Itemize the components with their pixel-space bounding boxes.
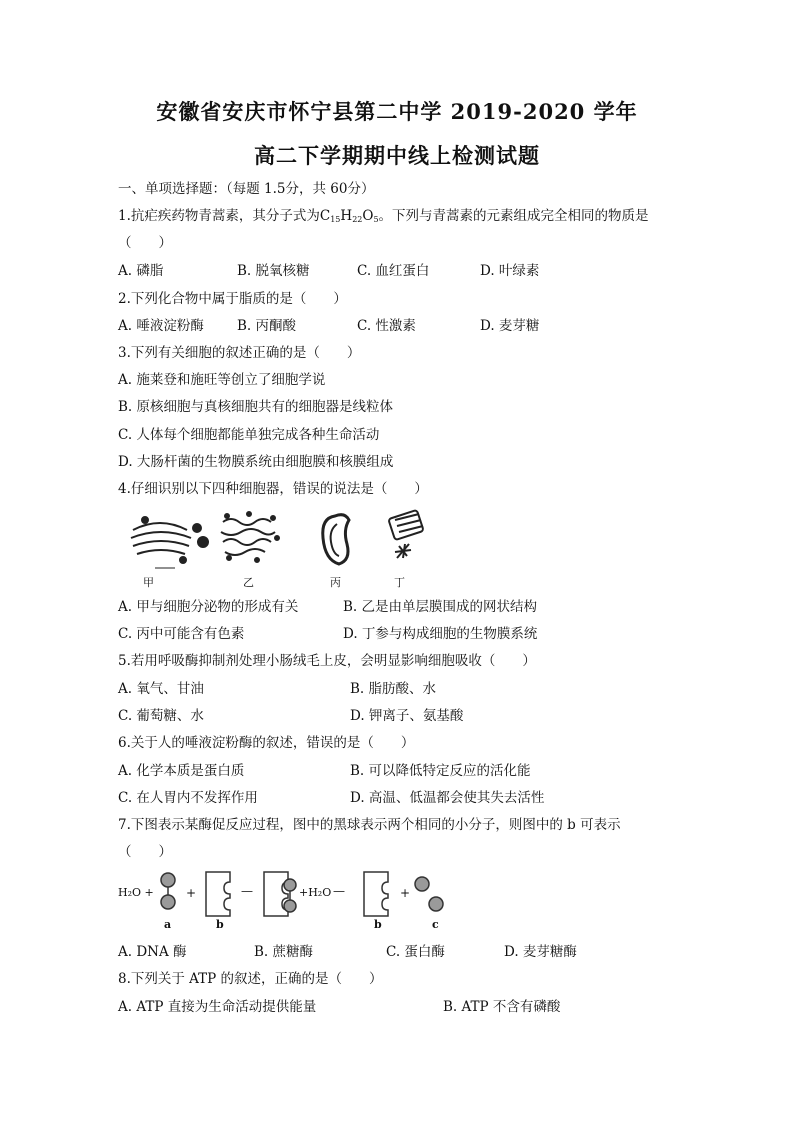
product-c-icon	[415, 877, 443, 911]
section-heading: 一、单项选择题：（每题 1.5分，共 60分）	[118, 181, 375, 197]
question-1-stem-cont: （ ）	[118, 235, 172, 251]
question-6-stem: 6.关于人的唾液淀粉酶的叙述，错误的是（ ）	[118, 735, 415, 751]
q5-option-d: D. 钾离子、氨基酸	[350, 708, 464, 724]
fig7-arrow-1: —	[241, 884, 253, 898]
q3-option-b: B. 原核细胞与真核细胞共有的细胞器是线粒体	[118, 399, 394, 415]
substrate-a-icon	[161, 873, 175, 909]
q1-option-b: B. 脱氧核糖	[237, 263, 310, 279]
q5-option-c: C. 葡萄糖、水	[118, 708, 204, 724]
label-ding: 丁	[394, 576, 405, 589]
q7-option-d: D. 麦芽糖酶	[504, 944, 577, 960]
q8-option-b: B. ATP 不含有磷酸	[443, 999, 561, 1015]
question-1-stem: 1.抗疟疾药物青蒿素，其分子式为$C_{15}H_{22}O_5$。下列与青蒿素的元素组成完全相同的物质是	[118, 208, 649, 224]
fig7-arrow-2: —	[333, 884, 345, 898]
fig7-label-c: c	[432, 918, 439, 931]
q3-option-c: C. 人体每个细胞都能单独完成各种生命活动	[118, 427, 380, 443]
q6-option-a: A. 化学本质是蛋白质	[118, 763, 245, 779]
enzyme-b-icon	[206, 872, 230, 916]
q4-option-b: B. 乙是由单层膜围成的网状结构	[343, 599, 538, 615]
q8-option-a: A. ATP 直接为生命活动提供能量	[118, 999, 317, 1015]
q6-option-b: B. 可以降低特定反应的活化能	[350, 763, 531, 779]
q4-option-a: A. 甲与细胞分泌物的形成有关	[118, 599, 299, 615]
q2-option-c: C. 性激素	[357, 318, 416, 334]
q1-option-c: C. 血红蛋白	[357, 263, 430, 279]
question-2-stem: 2.下列化合物中属于脂质的是（ ）	[118, 291, 347, 307]
label-yi: 乙	[243, 576, 254, 589]
endoplasmic-reticulum-icon	[221, 512, 279, 562]
enzyme-b-product-icon	[364, 872, 388, 916]
enzyme-substrate-complex-icon	[264, 872, 296, 916]
question-7-stem: 7.下图表示某酶促反应过程，图中的黑球表示两个相同的小分子，则图中的 b 可表示	[118, 817, 621, 833]
fig7-plus-1: +	[186, 886, 197, 900]
label-bing: 丙	[330, 576, 341, 589]
fig7-plus-2: +	[400, 886, 411, 900]
fig7-plus-h2o: +H₂O	[299, 886, 332, 899]
question-3-stem: 3.下列有关细胞的叙述正确的是（ ）	[118, 345, 361, 361]
q6-option-c: C. 在人胃内不发挥作用	[118, 790, 258, 806]
q5-option-a: A. 氧气、甘油	[118, 681, 204, 697]
q7-option-c: C. 蛋白酶	[386, 944, 445, 960]
q4-option-c: C. 丙中可能含有色素	[118, 626, 245, 642]
q3-option-a: A. 施莱登和施旺等创立了细胞学说	[118, 372, 326, 388]
enzyme-reaction-figure	[118, 868, 458, 924]
chloroplast-icon	[323, 515, 349, 564]
q6-option-d: D. 高温、低温都会使其失去活性	[350, 790, 545, 806]
q7-option-a: A. DNA 酶	[118, 944, 187, 960]
fig7-label-a: a	[164, 918, 172, 931]
organelle-ding-icon	[388, 510, 423, 558]
golgi-apparatus-icon	[131, 517, 208, 563]
label-jia: 甲	[143, 576, 154, 589]
exam-title-line1: 安徽省安庆市怀宁县第二中学 2019-2020 学年	[156, 99, 638, 124]
q7-option-b: B. 蔗糖酶	[254, 944, 314, 960]
q2-option-d: D. 麦芽糖	[480, 318, 540, 334]
q4-option-d: D. 丁参与构成细胞的生物膜系统	[343, 626, 538, 642]
exam-title-line2: 高二下学期期中线上检测试题	[254, 143, 540, 168]
question-4-stem: 4.仔细识别以下四种细胞器，错误的说法是（ ）	[118, 481, 428, 497]
question-7-stem-cont: （ ）	[118, 844, 172, 860]
fig7-h2o-left: H₂O +	[118, 886, 154, 899]
q3-option-d: D. 大肠杆菌的生物膜系统由细胞膜和核膜组成	[118, 454, 394, 470]
q2-option-b: B. 丙酮酸	[237, 318, 297, 334]
q2-option-a: A. 唾液淀粉酶	[118, 318, 204, 334]
question-5-stem: 5.若用呼吸酶抑制剂处理小肠绒毛上皮，会明显影响细胞吸收（ ）	[118, 653, 536, 669]
q1-option-d: D. 叶绿素	[480, 263, 540, 279]
fig7-label-b1: b	[216, 918, 224, 931]
question-8-stem: 8.下列关于 ATP 的叙述，正确的是（ ）	[118, 971, 383, 987]
q1-option-a: A. 磷脂	[118, 263, 164, 279]
fig7-label-b2: b	[374, 918, 382, 931]
q5-option-b: B. 脂肪酸、水	[350, 681, 437, 697]
